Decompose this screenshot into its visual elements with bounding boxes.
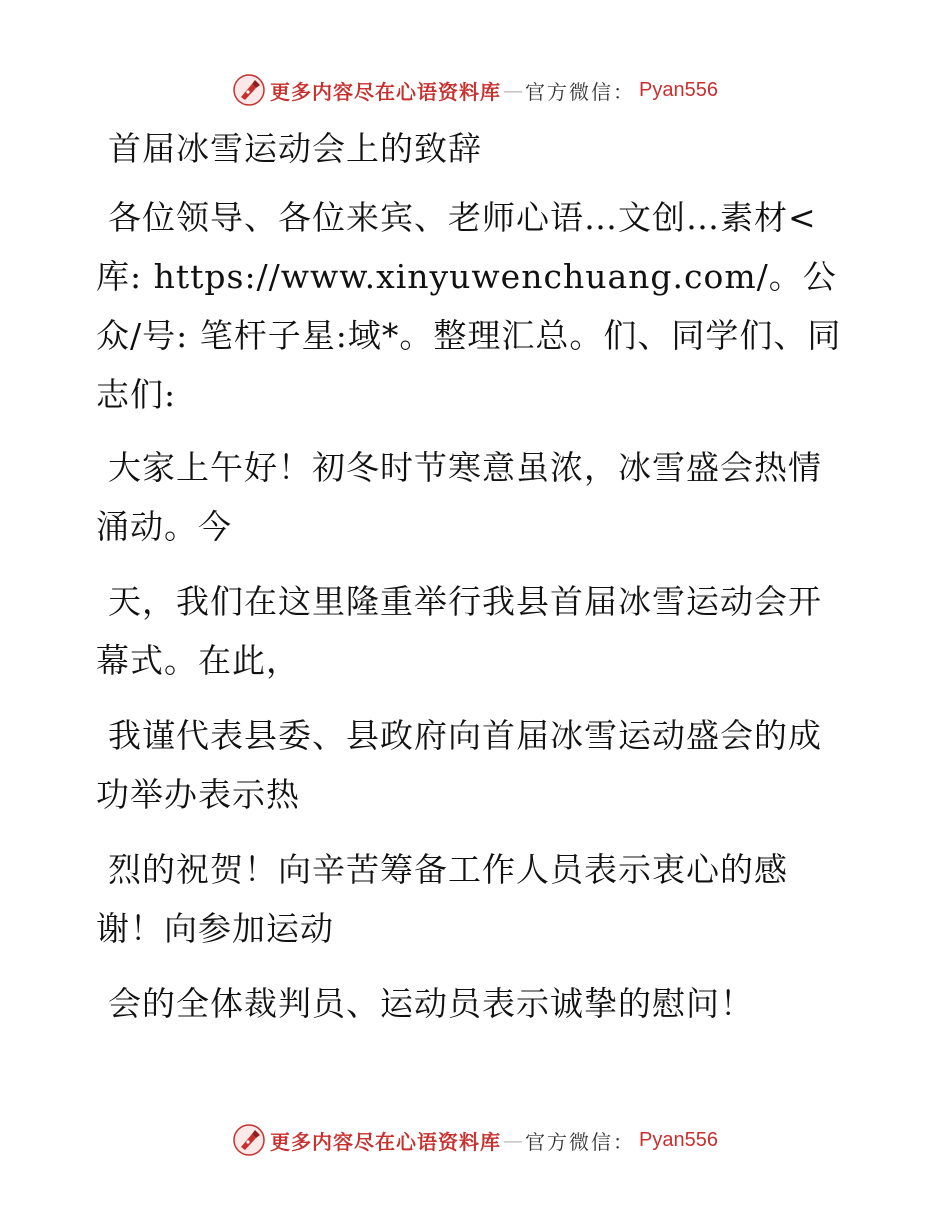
paragraph-line: 库: https://www.xinyuwenchuang.com/。公众/号: 笔杆子星:域*。整理汇总。们、同学们、同志们: [96,257,842,414]
pen-nib-logo-icon [232,73,266,107]
paragraph-line: 大家上午好！初冬时节寒意虽浓，冰雪盛会热情 [108,448,822,487]
paragraph-line: 各位领导、各位来宾、老师心语…文创…素材< [108,198,817,237]
paragraph-line: 涌动。今 [96,507,232,546]
paragraph [96,572,866,690]
paragraph-line: 功举办表示热 [96,775,300,814]
paragraph-line: 我谨代表县委、县政府向首届冰雪运动盛会的成 [108,716,822,755]
document-title: 首届冰雪运动会上的致辞 [108,129,482,168]
banner-brand-text: 更多内容尽在心语资料库 [270,1129,502,1154]
paragraph-greeting [96,188,866,424]
pen-nib-logo-icon [232,1123,266,1157]
banner-official-label: 官方微信： [525,79,636,104]
paragraph-line: 谢！向参加运动 [96,909,334,948]
footer-banner [0,1120,950,1160]
paragraph [96,840,866,958]
paragraph-line: 烈的祝贺！向辛苦筹备工作人员表示衷心的感 [108,850,788,889]
paragraph [96,706,866,824]
header-banner [0,70,950,110]
banner-wechat-id: Pyan556 [639,1128,718,1151]
banner-wechat-id: Pyan556 [639,78,718,101]
paragraph [96,438,866,556]
paragraph-line: 会的全体裁判员、运动员表示诚挚的慰问！ [108,984,754,1023]
banner-dash: — [503,78,524,102]
document-body [96,118,866,1033]
paragraph [96,974,866,1033]
banner-dash: — [503,1128,524,1152]
paragraph-line: 幕式。在此， [96,641,300,680]
paragraph-line: 天，我们在这里隆重举行我县首届冰雪运动会开 [108,582,822,621]
banner-brand-text: 更多内容尽在心语资料库 [270,79,502,104]
banner-official-label: 官方微信： [525,1129,636,1154]
